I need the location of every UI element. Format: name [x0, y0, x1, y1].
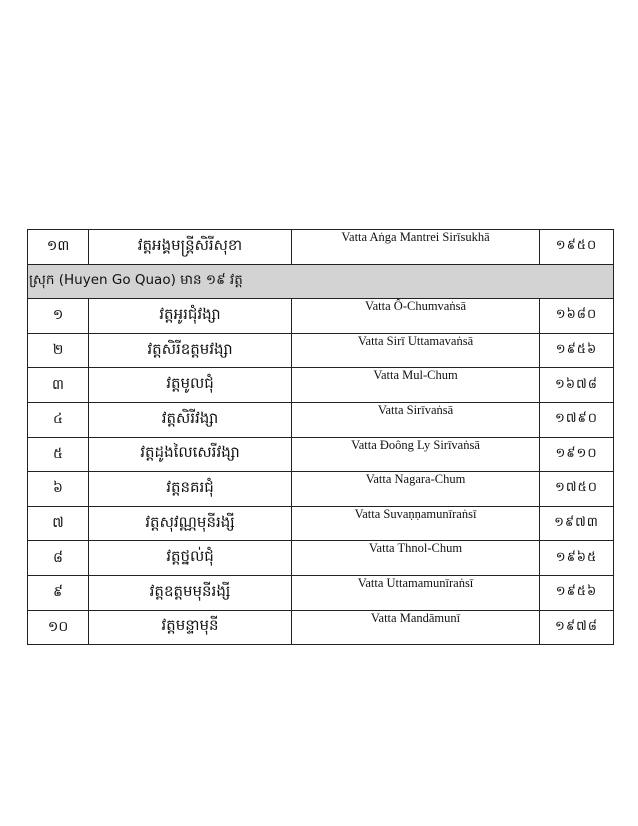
row-number: ៣ — [28, 368, 89, 403]
row-number: ១ — [28, 299, 89, 334]
latin-name: Vatta Sirīvaṅsā — [292, 402, 540, 437]
row-number: ៩ — [28, 575, 89, 610]
table-row — [28, 472, 614, 507]
table-row — [28, 506, 614, 541]
table-row — [28, 333, 614, 368]
khmer-name: វត្តមូលជុំ — [89, 368, 292, 403]
latin-name: Vatta Ô-Chumvaṅsā — [292, 299, 540, 334]
khmer-name: វត្តថ្នល់ជុំ — [89, 541, 292, 576]
row-number: ៤ — [28, 402, 89, 437]
year-cell: ១៩៥០ — [540, 230, 614, 265]
temple-table — [27, 229, 614, 645]
row-number: ១០ — [28, 610, 89, 645]
latin-name: Vatta Mul-Chum — [292, 368, 540, 403]
table-row — [28, 541, 614, 576]
district-header-text: ស្រុក (Huyen Go Quao) មាន ១៩ វត្ត — [28, 264, 614, 299]
latin-name: Vatta Uttamamunīraṅsī — [292, 575, 540, 610]
khmer-name: វត្តមន្ទាមុនី — [89, 610, 292, 645]
latin-name: Vatta Thnol-Chum — [292, 541, 540, 576]
table-row — [28, 437, 614, 472]
latin-name: Vatta Nagara-Chum — [292, 472, 540, 507]
year-cell: ១៩៥៦ — [540, 333, 614, 368]
khmer-name: វត្តសិរីវង្សា — [89, 402, 292, 437]
table-row — [28, 402, 614, 437]
row-number: ១៣ — [28, 230, 89, 265]
khmer-name: វត្តនគរជុំ — [89, 472, 292, 507]
year-cell: ១៧៩០ — [540, 402, 614, 437]
row-number: ៨ — [28, 541, 89, 576]
table-row — [28, 368, 614, 403]
year-cell: ១៩៦៥ — [540, 541, 614, 576]
latin-name: Vatta Sirī Uttamavaṅsā — [292, 333, 540, 368]
latin-name: Vatta Mandāmunī — [292, 610, 540, 645]
khmer-name: វត្តឧត្តមមុនីរង្សី — [89, 575, 292, 610]
table-row — [28, 230, 614, 265]
table-row — [28, 575, 614, 610]
latin-name: Vatta Aṅga Mantrei Sirīsukhā — [292, 230, 540, 265]
row-number: ២ — [28, 333, 89, 368]
year-cell: ១៦៧៨ — [540, 368, 614, 403]
row-number: ៧ — [28, 506, 89, 541]
khmer-name: វត្តអង្គមន្ត្រីសិរីសុខា — [89, 230, 292, 265]
latin-name: Vatta Đoông Ly Sirīvaṅsā — [292, 437, 540, 472]
year-cell: ១៦៨០ — [540, 299, 614, 334]
khmer-name: វត្តសិរីឧត្តមវង្សា — [89, 333, 292, 368]
khmer-name: វត្តដូងលៃសេរីវង្សា — [89, 437, 292, 472]
year-cell: ១៩៧៨ — [540, 610, 614, 645]
row-number: ៦ — [28, 472, 89, 507]
table-row — [28, 610, 614, 645]
row-number: ៥ — [28, 437, 89, 472]
khmer-name: វត្តអូរជុំវង្សា — [89, 299, 292, 334]
latin-name: Vatta Suvaṇṇamunīraṅsī — [292, 506, 540, 541]
year-cell: ១៩៧៣ — [540, 506, 614, 541]
district-header-row — [28, 264, 614, 299]
year-cell: ១៩១០ — [540, 437, 614, 472]
khmer-name: វត្តសុវណ្ណមុនីរង្សី — [89, 506, 292, 541]
year-cell: ១៧៥០ — [540, 472, 614, 507]
year-cell: ១៩៥៦ — [540, 575, 614, 610]
table-row — [28, 299, 614, 334]
